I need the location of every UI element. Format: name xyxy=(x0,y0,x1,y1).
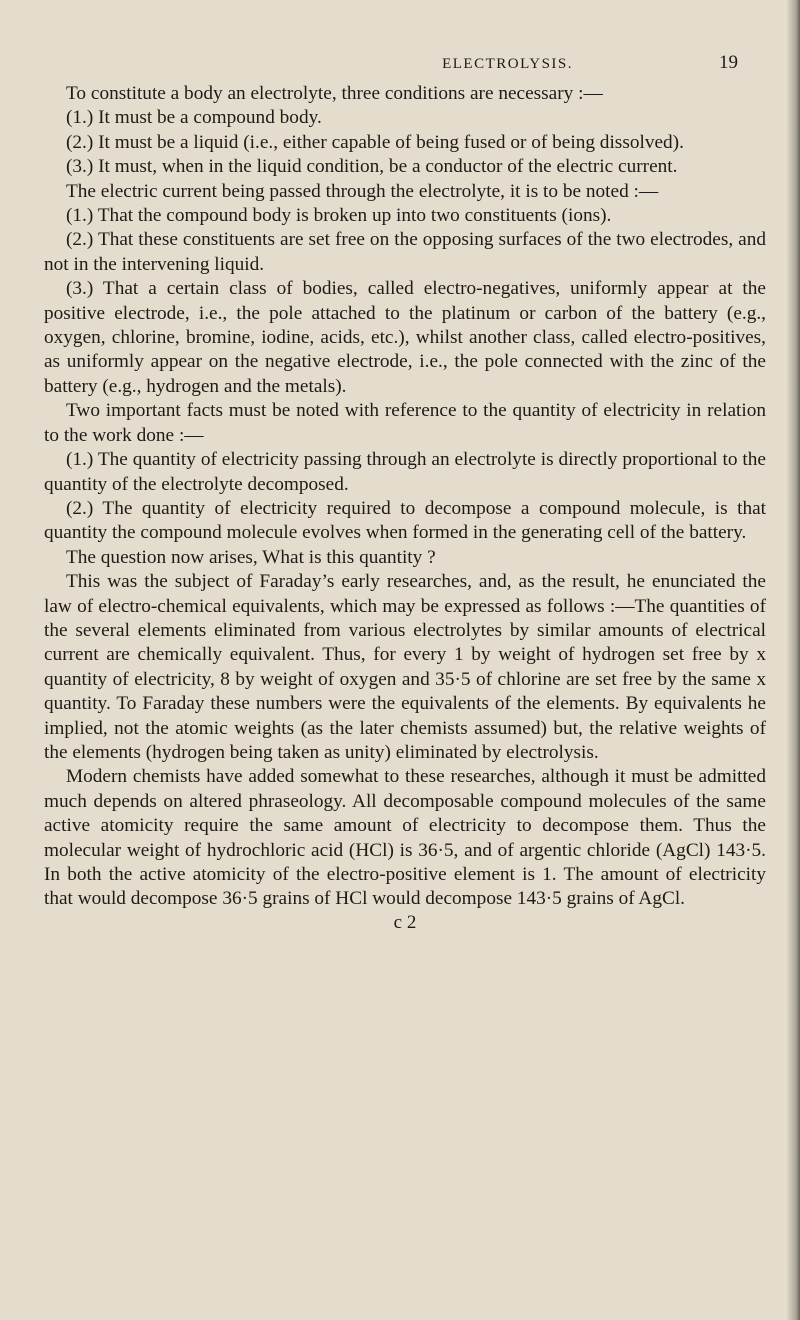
condition-3: (3.) It must, when in the liquid condition, be a conductor of the electric current. xyxy=(66,156,678,178)
paragraph-current: The electric current being passed through the electrolyte, it is to be noted :— xyxy=(66,180,659,202)
fact-2: (2.) The quantity of electricity required to decompose a compound molecule, is that quantity the compound molecule evolves when formed in the generating cell of the battery. xyxy=(44,497,766,544)
condition-1: (1.) It must be a compound body. xyxy=(66,107,322,129)
paragraph-intro: To constitute a body an electrolyte, three conditions are necessary :— xyxy=(66,83,603,104)
fact-1: (1.) The quantity of electricity passing through an electrolyte is directly proportional to the quantity of the electrolyte decomposed. xyxy=(44,449,766,495)
paragraph-faraday: This was the subject of Faraday’s early researches, and, as the result, he enunciated the law of electro-chemical equivalents, which may be expressed as follows :—The quantities of the several elements eliminated from various electrolytes by similar amounts of electrical current are chemically equivalent. Thus, for every 1 by weight of hydrogen set free by x quantity of electricity, 8 by weight of oxygen and 35·5 of chlorine are set free by the same x quantity. To Faraday these numbers were the equivalents of the elements. By equivalents he implied, not the atomic weights (as the later chemists assumed) but, the relative weights of the elements (hydrogen being taken as unity) eliminated by electrolysis. xyxy=(44,571,766,763)
note-1: (1.) That the compound body is broken up into two constituents (ions). xyxy=(66,205,612,227)
note-3: (3.) That a certain class of bodies, called electro-negatives, uniformly appear at the positive electrode, i.e., the pole attached to the platinum or carbon of the battery (e.g., oxygen, chlorine, bromine, iodine, acids, etc.), whilst another class, called electro-positives, as uniformly appear on the negative electrode, i.e., the pole connected with the zinc of the battery (e.g., hydrogen and the metals). xyxy=(44,278,766,397)
page-number: 19 xyxy=(719,52,738,73)
body-text xyxy=(44,82,766,912)
paragraph-modern: Modern chemists have added somewhat to these researches, although it must be admitted much depends on altered phraseology. All decomposable compound molecules of the same active atomicity require the same amount of electricity to decompose them. Thus the molecular weight of hydrochloric acid (HCl) is 36·5, and of argentic chloride (AgCl) 143·5. In both the active atomicity of the electro-positive element is 1. The amount of electricity that would decompose 36·5 grains of HCl would decompose 143·5 grains of AgCl. xyxy=(44,766,766,910)
page-header xyxy=(44,52,766,80)
paragraph-facts: Two important facts must be noted with reference to the quantity of electricity in relation to the work done :— xyxy=(44,400,766,446)
signature-mark: c 2 xyxy=(393,911,417,933)
condition-2: (2.) It must be a liquid (i.e., either capable of being fused or of being dissolved). xyxy=(66,131,684,153)
paragraph-question: The question now arises, What is this quantity ? xyxy=(66,546,436,568)
note-2: (2.) That these constituents are set free on the opposing surfaces of the two electrodes, and not in the intervening liquid. xyxy=(44,229,766,275)
running-title: ELECTROLYSIS. xyxy=(442,56,573,72)
page-edge-shadow xyxy=(786,0,800,1320)
